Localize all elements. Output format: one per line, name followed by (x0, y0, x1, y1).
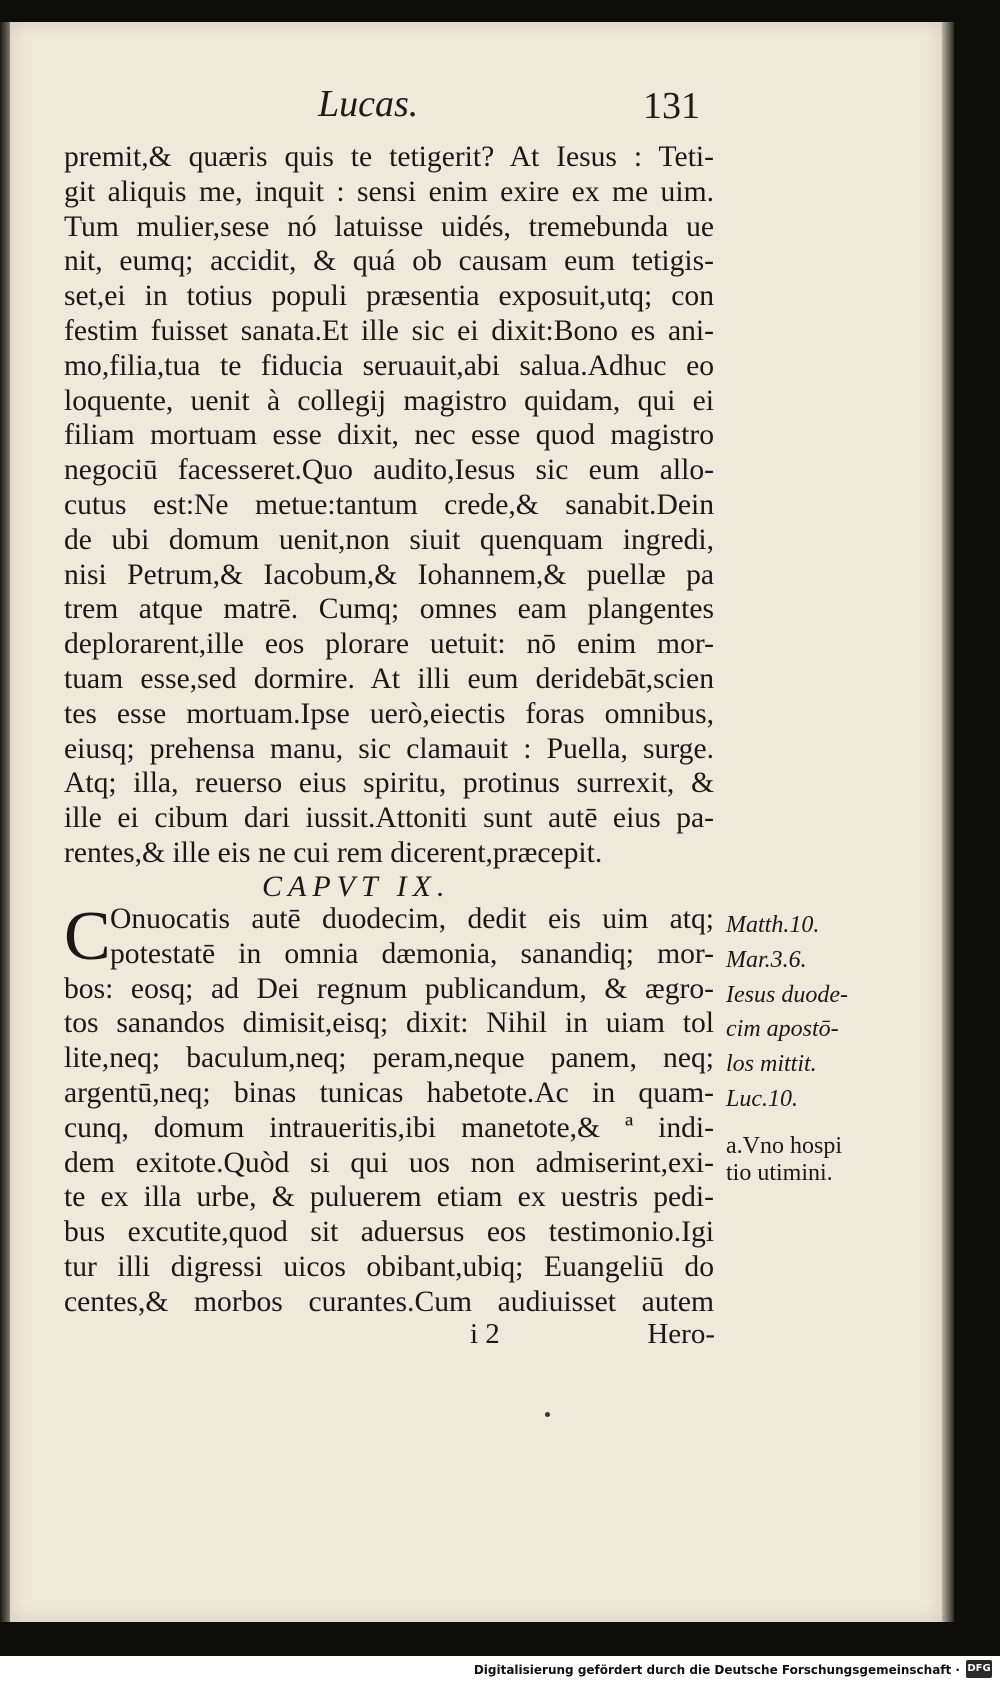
dfg-logo: DFG (966, 1660, 992, 1678)
text-line: loquente, uenit à collegij magistro quidam, qui ei (64, 384, 714, 417)
text-line: trem atque matrē. Cumq; omnes eam plangentes (64, 593, 714, 626)
text-line: centes,& morbos curantes.Cum audiuisset autem (64, 1285, 714, 1318)
margin-ref: Mar.3.6. (726, 946, 807, 973)
text-line: dem exitote.Quòd si qui uos non admiserint,exi- (64, 1146, 714, 1179)
text-line: festim fuisset sanata.Et ille sic ei dixit:Bono es ani- (64, 314, 714, 347)
text-line: ille ei cibum dari iussit.Attoniti sunt autē eius pa- (64, 802, 714, 835)
text-line: premit,& quæris quis te tetigerit? At Iesus : Teti- (64, 141, 714, 173)
text-line: bos: eosq; ad Dei regnum publicandum, & ægro- (64, 972, 714, 1005)
text-line: argentū,neq; binas tunicas habetote.Ac in quam- (64, 1076, 714, 1109)
page-number: 131 (643, 85, 700, 127)
catchword-line (470, 1318, 715, 1354)
text-line: de ubi domum uenit,non siuit quenquam ingredi, (64, 523, 714, 556)
margin-summary: cim apostō- (726, 1016, 839, 1043)
text-line: set,ei in totius populi præsentia exposuit,utq; con (64, 280, 714, 313)
running-head: Lucas. (318, 83, 419, 125)
margin-summary: Iesus duode- (726, 981, 848, 1008)
margin-ref: Luc.10. (726, 1085, 798, 1112)
text-line: Atq; illa, reuerso eius spiritu, protinus surrexit, & (64, 767, 714, 800)
margin-note: a.Vno hospi (726, 1132, 842, 1159)
text-line: lite,neq; baculum,neq; peram,neque panem, neq; (64, 1042, 714, 1075)
text-line: rentes,& ille eis ne cui rem dicerent,præcepit. (64, 836, 603, 869)
text-line: tos sanandos dimisit,eisq; dixit: Nihil in uiam tol (64, 1007, 714, 1040)
text-line: eiusq; prehensa manu, sic clamauit : Puella, surge. (64, 732, 714, 765)
text-line: Tum mulier,sese nó latuisse uidés, tremebunda ue (64, 210, 714, 243)
drop-capital: C (64, 898, 111, 975)
text-line: bus excutite,quod sit aduersus eos testimonio.Igi (64, 1216, 714, 1249)
text-line: deplorarent,ille eos plorare uetuit: nō enim mor- (64, 628, 714, 661)
text-line: git aliquis me, inquit : sensi enim exire ex me uim. (64, 175, 714, 208)
margin-note: tio utimini. (726, 1159, 833, 1186)
text-line: tes esse mortuam.Ipse uerò,eiectis foras omnibus, (64, 697, 714, 730)
text-line: filiam mortuam esse dixit, nec esse quod magistro (64, 419, 714, 452)
margin-notes (726, 908, 926, 1190)
text-line: tuam esse,sed dormire. At illi eum deridebāt,scien (64, 662, 714, 695)
chapter-text (64, 898, 714, 1320)
ink-speck (545, 1412, 550, 1417)
text-line: cunq, domum intraueritis,ibi manetote,& ª indi- (64, 1111, 714, 1144)
body-text (64, 140, 714, 871)
margin-summary: los mittit. (726, 1051, 817, 1078)
catchword: Hero- (647, 1318, 715, 1350)
page-right-shadow (942, 22, 954, 1622)
text-line: te ex illa urbe, & puluerem etiam ex uestris pedi- (64, 1181, 714, 1214)
text-line: cutus est:Ne metue:tantum crede,& sanabit.Dein (64, 488, 714, 521)
text-line: tur illi digressi uicos obibant,ubiq; Euangeliū do (64, 1250, 714, 1283)
chapter-heading: CAPVT IX. (262, 870, 451, 903)
text-line: Onuocatis autē duodecim, dedit eis uim atq; (110, 903, 714, 935)
text-line: nit, eumq; accidit, & quá ob causam eum tetigis- (64, 245, 714, 278)
margin-ref: Matth.10. (726, 912, 820, 938)
text-line: potestatē in omnia dæmonia, sanandiq; mor- (110, 937, 714, 970)
footer-credit: Digitalisierung gefördert durch die Deutsche Forschungsgemeinschaft · (473, 1663, 960, 1677)
text-line: mo,filia,tua te fiducia seruauit,abi salua.Adhuc eo (64, 349, 714, 382)
text-line: nisi Petrum,& Iacobum,& Iohannem,& puellæ pa (64, 558, 714, 591)
signature-mark: i 2 (470, 1318, 500, 1350)
text-line: negociū facesseret.Quo audito,Iesus sic eum allo- (64, 454, 714, 487)
